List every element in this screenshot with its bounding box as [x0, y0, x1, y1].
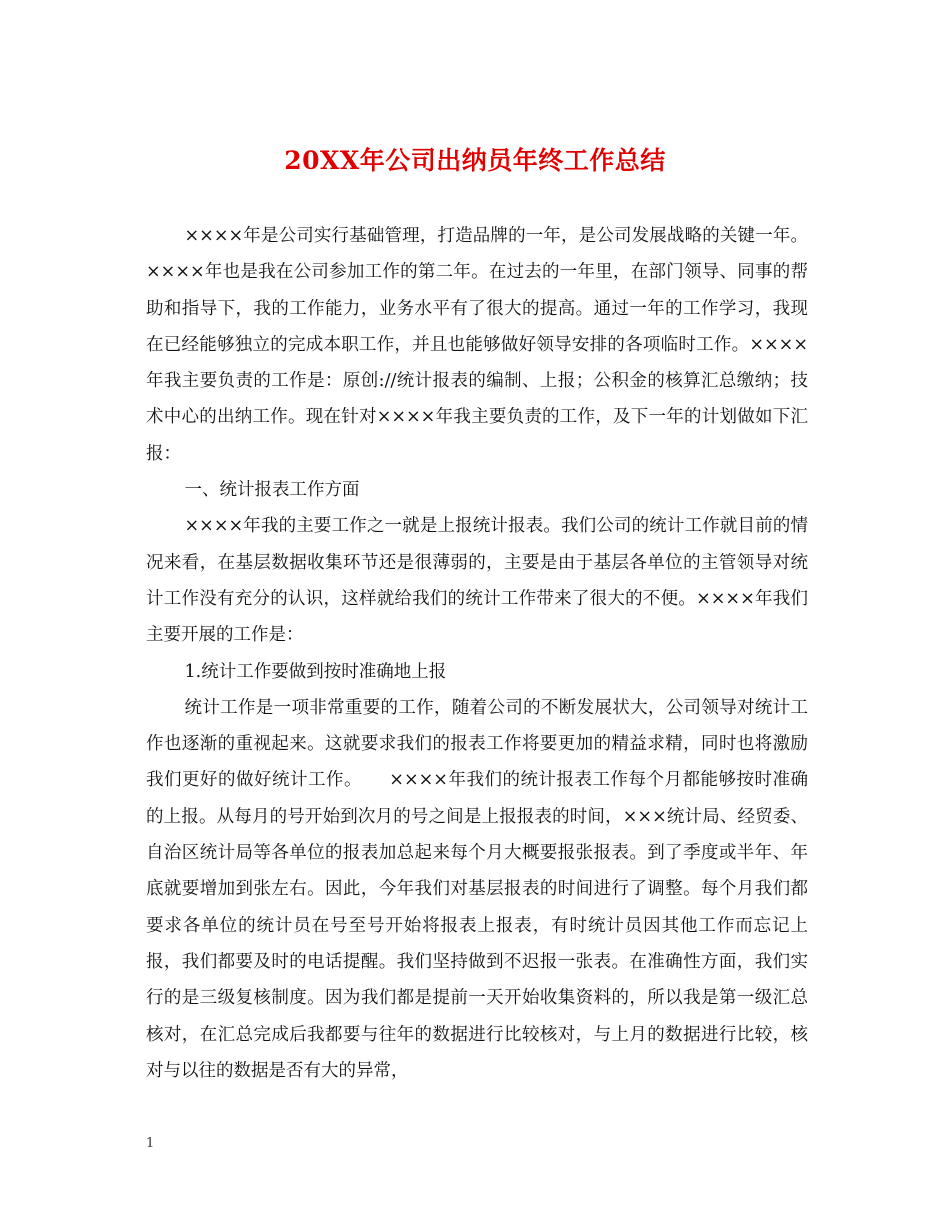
paragraph-statistics-overview: ××××年我的主要工作之一就是上报统计报表。我们公司的统计工作就目前的情况来看，在基层数据收集环节还是很薄弱的，主要是由于基层各单位的主管领导对统计工作没有充分的认识，这样就给我们的统计工作带来了很大的不便。××××年我们主要开展的工作是：	[146, 516, 808, 646]
document-body	[146, 218, 808, 1089]
section-heading-statistics: 一、统计报表工作方面	[184, 480, 360, 501]
document-title: 20XX年公司出纳员年终工作总结	[284, 146, 666, 175]
page-number: 1	[146, 1136, 155, 1151]
paragraph-intro: ××××年是公司实行基础管理，打造品牌的一年，是公司发展战略的关键一年。××××年也是我在公司参加工作的第二年。在过去的一年里，在部门领导、同事的帮助和指导下，我的工作能力，业务水平有了很大的提高。通过一年的工作学习，我现在已经能够独立的完成本职工作，并且也能够做好领导安排的各项临时工作。××××年我主要负责的工作是：原创://统计报表的编制、上报；公积金的核算汇总缴纳；技术中心的出纳工作。现在针对××××年我主要负责的工作，及下一年的计划做如下汇报：	[146, 226, 808, 464]
subsection-heading-timely-reporting: 1.统计工作要做到按时准确地上报	[184, 661, 447, 682]
paragraph-statistics-details: 统计工作是一项非常重要的工作，随着公司的不断发展状大，公司领导对统计工作也逐渐的重视起来。这就要求我们的报表工作将要更加的精益求精，同时也将激励我们更好的做好统计工作。 ××××年我们的统计报表工作每个月都能够按时准确的上报。从每月的号开始到次月的号之间是上报报表的时间，×××统计局、经贸委、自治区统计局等各单位的报表加总起来每个月大概要报张报表。到了季度或半年、年底就要增加到张左右。因此，今年我们对基层报表的时间进行了调整。每个月我们都要求各单位的统计员在号至号开始将报表上报表，有时统计员因其他工作而忘记上报，我们都要及时的电话提醒。我们坚持做到不迟报一张表。在准确性方面，我们实行的是三级复核制度。因为我们都是提前一天开始收集资料的，所以我是第一级汇总核对，在汇总完成后我都要与往年的数据进行比较核对，与上月的数据进行比较，核对与以往的数据是否有大的异常，	[146, 697, 808, 1081]
